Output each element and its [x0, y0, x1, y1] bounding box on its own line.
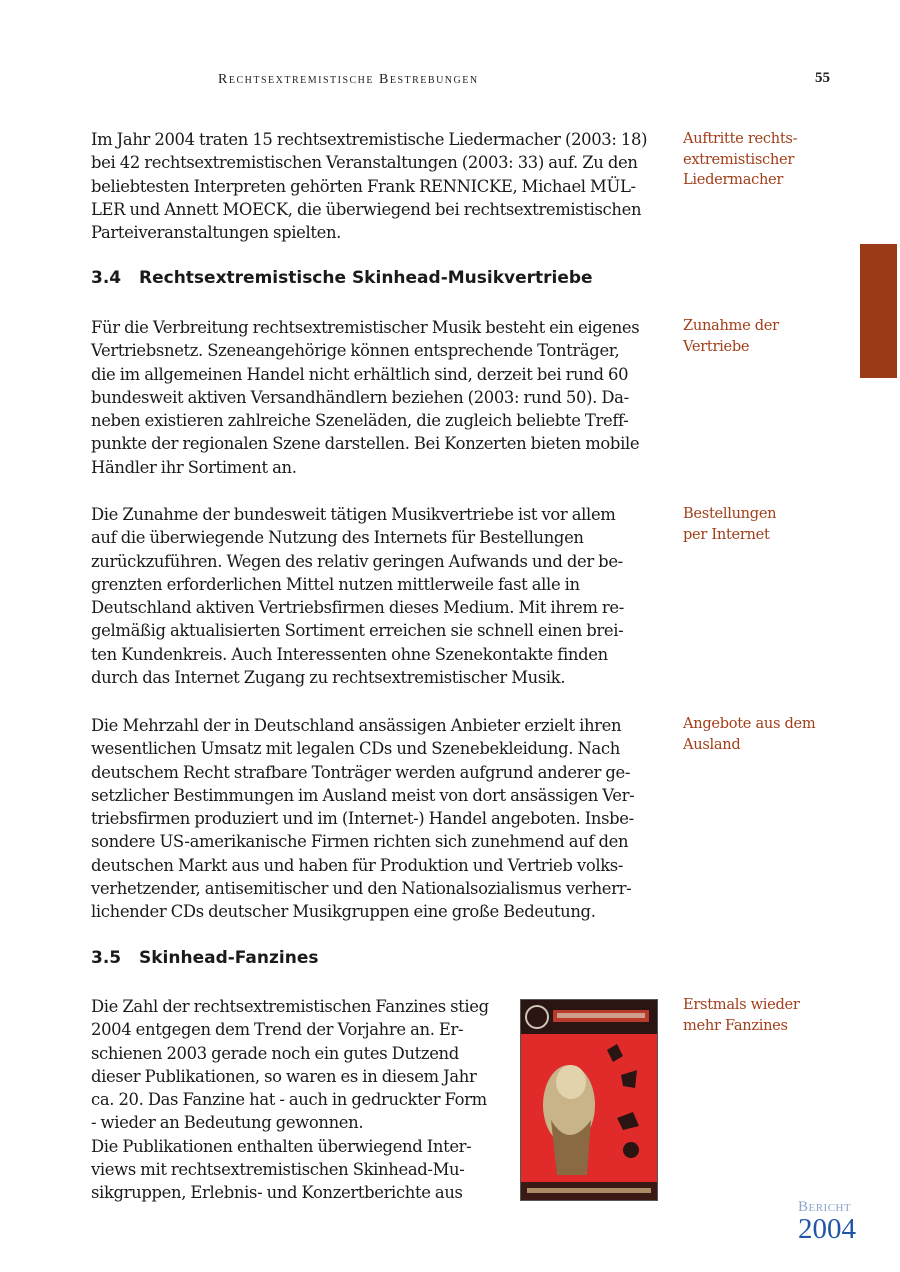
section-number: 3.5	[91, 948, 122, 968]
paragraph-fanzines	[91, 995, 511, 1205]
text-line: dieser Publikationen, so waren es in diesem Jahr	[91, 1066, 477, 1086]
text-line: Die Zahl der rechtsextremistischen Fanzines stieg	[91, 997, 489, 1016]
text-line: durch das Internet Zugang zu rechtsextremistischer Musik.	[91, 668, 566, 688]
fanzine-cover-illustration	[521, 1000, 657, 1200]
margin-note-line: Zunahme der	[683, 317, 779, 334]
margin-note-fanzines	[683, 995, 843, 1036]
margin-note-line: Liedermacher	[683, 171, 784, 188]
text-line: bundesweit aktiven Versandhändlern beziehen (2003: rund 50). Da-	[91, 387, 629, 407]
text-line: - wieder an Bedeutung gewonnen.	[91, 1113, 364, 1133]
margin-note-line: Ausland	[683, 735, 741, 753]
text-line: Deutschland aktiven Vertriebsfirmen dieses Medium. Mit ihrem re-	[91, 598, 624, 618]
section-title: Rechtsextremistische Skinhead-Musikvertriebe	[139, 268, 593, 288]
text-line: punkte der regionalen Szene darstellen. Bei Konzerten bieten mobile	[91, 434, 640, 454]
margin-note-line: Angebote aus dem	[683, 715, 816, 732]
text-line: Vertriebsnetz. Szeneangehörige können entsprechende Tonträger,	[91, 341, 620, 361]
running-header: Rechtsextremistische Bestrebungen	[218, 72, 479, 87]
section-number: 3.4	[91, 268, 122, 288]
page-number: 55	[815, 70, 830, 86]
text-line: deutschem Recht strafbare Tonträger werden aufgrund anderer ge-	[91, 762, 631, 782]
margin-note-line: Vertriebe	[683, 337, 750, 355]
margin-note-auftritte	[683, 129, 843, 191]
margin-note-angebote	[683, 714, 843, 755]
text-line: sikgruppen, Erlebnis- und Konzertberichte aus	[91, 1183, 463, 1203]
margin-note-line: per Internet	[683, 525, 770, 543]
section-heading-3-5	[91, 948, 318, 968]
text-line: Parteiveranstaltungen spielten.	[91, 223, 342, 243]
chapter-thumb-tab	[860, 244, 897, 378]
text-line: grenzten erforderlichen Mittel nutzen mittlerweile fast alle in	[91, 574, 580, 594]
text-line: die im allgemeinen Handel nicht erhältlich sind, derzeit bei rund 60	[91, 364, 629, 384]
margin-note-line: Auftritte rechts-	[683, 130, 798, 147]
margin-note-vertriebe	[683, 316, 843, 357]
text-line: neben existieren zahlreiche Szeneläden, die zugleich beliebte Treff-	[91, 411, 629, 431]
text-line: LER und Annett MOECK, die überwiegend bei rechtsextremistischen	[91, 199, 642, 219]
text-line: bei 42 rechtsextremistischen Veranstaltungen (2003: 33) auf. Zu den	[91, 153, 638, 173]
text-line: Händler ihr Sortiment an.	[91, 457, 297, 477]
text-line: beliebtesten Interpreten gehörten Frank RENNICKE, Michael MÜL-	[91, 176, 636, 196]
paragraph-vertriebsnetz	[91, 316, 666, 479]
paragraph-internet	[91, 503, 666, 689]
badge-label: Bericht	[798, 1199, 852, 1215]
section-heading-3-4	[91, 268, 593, 288]
paragraph-ausland	[91, 714, 666, 924]
badge-year: 2004	[798, 1213, 856, 1245]
text-line: ca. 20. Das Fanzine hat - auch in gedruckter Form	[91, 1090, 487, 1110]
text-line: Für die Verbreitung rechtsextremistischer Musik besteht ein eigenes	[91, 318, 640, 337]
text-line: auf die überwiegende Nutzung des Internets für Bestellungen	[91, 528, 584, 548]
text-line: deutschen Markt aus und haben für Produktion und Vertrieb volks-	[91, 855, 624, 875]
text-line: verhetzender, antisemitischer und den Nationalsozialismus verherr-	[91, 879, 632, 899]
paragraph-liedermacher	[91, 128, 666, 244]
margin-note-bestellungen	[683, 504, 843, 545]
text-line: views mit rechtsextremistischen Skinhead-Mu-	[91, 1160, 465, 1180]
section-title: Skinhead-Fanzines	[139, 948, 319, 968]
text-line: triebsfirmen produziert und im (Internet-) Handel angeboten. Insbe-	[91, 809, 634, 829]
report-badge	[798, 1199, 868, 1243]
text-line: Im Jahr 2004 traten 15 rechtsextremistische Liedermacher (2003: 18)	[91, 130, 648, 149]
text-line: wesentlichen Umsatz mit legalen CDs und Szenebekleidung. Nach	[91, 739, 620, 759]
text-line: zurückzuführen. Wegen des relativ geringen Aufwands und der be-	[91, 551, 623, 571]
text-line: Die Publikationen enthalten überwiegend Inter-	[91, 1136, 472, 1156]
text-line: Die Zunahme der bundesweit tätigen Musikvertriebe ist vor allem	[91, 505, 616, 524]
text-line: Die Mehrzahl der in Deutschland ansässigen Anbieter erzielt ihren	[91, 716, 622, 735]
text-line: lichender CDs deutscher Musikgruppen eine große Bedeutung.	[91, 902, 596, 922]
text-line: setzlicher Bestimmungen im Ausland meist von dort ansässigen Ver-	[91, 785, 635, 805]
text-line: ten Kundenkreis. Auch Interessenten ohne Szenekontakte finden	[91, 644, 608, 664]
margin-note-line: Erstmals wieder	[683, 996, 800, 1013]
text-line: 2004 entgegen dem Trend der Vorjahre an. Er-	[91, 1020, 464, 1040]
margin-note-line: mehr Fanzines	[683, 1016, 788, 1034]
fanzine-cover-image	[520, 999, 658, 1201]
text-line: schienen 2003 gerade noch ein gutes Dutzend	[91, 1043, 459, 1063]
margin-note-line: extremistischer	[683, 150, 795, 168]
margin-note-line: Bestellungen	[683, 505, 777, 522]
text-line: gelmäßig aktualisierten Sortiment erreichen sie schnell einen brei-	[91, 621, 624, 641]
text-line: sondere US-amerikanische Firmen richten sich zunehmend auf den	[91, 832, 629, 852]
